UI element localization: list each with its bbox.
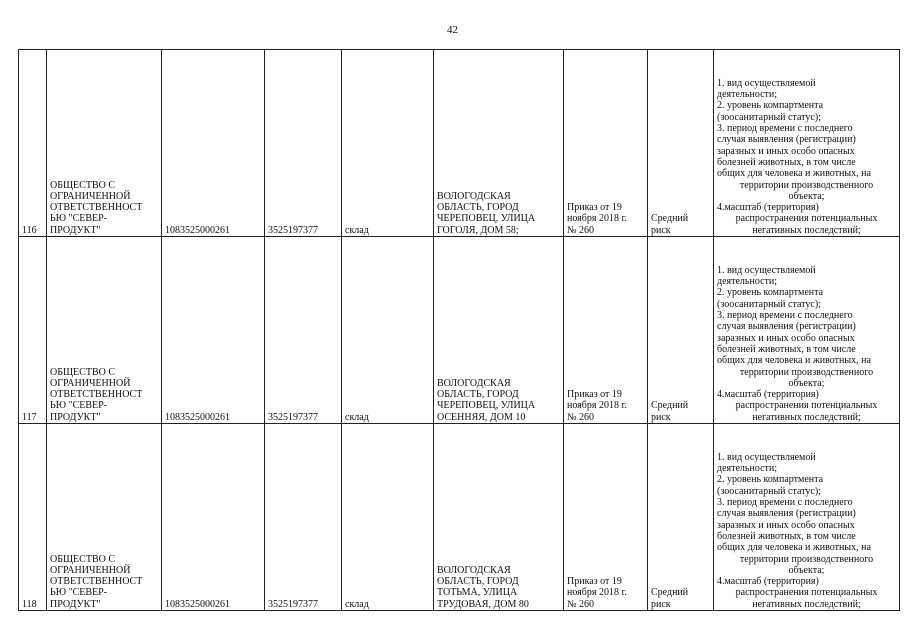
address	[434, 424, 564, 611]
address	[434, 50, 564, 237]
criteria-line: (зоосанитарный статус);	[717, 111, 821, 123]
registry-rows	[19, 50, 900, 611]
criteria-line: 2. уровень компартмента	[717, 474, 824, 486]
organization-name	[47, 237, 162, 424]
row-number: 116	[19, 50, 47, 237]
order-line: № 260	[567, 224, 595, 236]
risk-criteria	[714, 237, 900, 424]
order-line: Приказ от 19	[567, 202, 622, 214]
criteria-line: 3. период времени с последнего	[717, 123, 853, 135]
criteria-line: территории производственного	[739, 179, 874, 191]
table-row	[19, 237, 900, 424]
criteria-line: заразных и иных особо опасных	[717, 145, 855, 157]
risk-category	[648, 237, 714, 424]
criteria-line: 1. вид осуществляемой	[717, 77, 816, 89]
criteria-line: заразных и иных особо опасных	[717, 332, 855, 344]
order-line: № 260	[567, 598, 595, 610]
organization-name-line: ОГРАНИЧЕННОЙ	[50, 564, 131, 576]
address	[434, 237, 564, 424]
organization-name-line: ОТВЕТСТВЕННОСТ	[50, 576, 143, 588]
criteria-line: (зоосанитарный статус);	[717, 298, 821, 310]
order-reference	[564, 237, 648, 424]
risk-line: Средний	[651, 587, 689, 599]
ogrn: 1083525000261	[162, 424, 265, 611]
criteria-line: 4.масштаб (территория)	[717, 389, 819, 401]
criteria-line: болезней животных, в том числе	[717, 530, 856, 542]
risk-line: Средний	[651, 213, 689, 225]
criteria-line: болезней животных, в том числе	[717, 343, 856, 355]
address-line: ОБЛАСТЬ, ГОРОД	[437, 576, 519, 588]
risk-line: риск	[651, 598, 671, 610]
criteria-line: 3. период времени с последнего	[717, 310, 853, 322]
criteria-line: 2. уровень компартмента	[717, 287, 824, 299]
criteria-line: территории производственного	[739, 366, 874, 378]
organization-name-line: ЬЮ "СЕВЕР-	[50, 213, 108, 225]
row-number: 117	[19, 237, 47, 424]
address-line: ТРУДОВАЯ, ДОМ 80	[437, 598, 529, 610]
criteria-line: негативных последствий;	[752, 411, 861, 423]
organization-name-line: ОБЩЕСТВО С	[50, 179, 115, 191]
risk-category	[648, 50, 714, 237]
criteria-line: негативных последствий;	[752, 598, 861, 610]
criteria-line: 1. вид осуществляемой	[717, 264, 816, 276]
criteria-line: общих для человека и животных, на	[717, 355, 871, 367]
order-line: ноября 2018 г.	[567, 400, 627, 412]
order-line: ноября 2018 г.	[567, 213, 627, 225]
address-line: ТОТЬМА, УЛИЦА	[437, 587, 518, 599]
organization-name-line: ЬЮ "СЕВЕР-	[50, 400, 108, 412]
criteria-line: 4.масштаб (территория)	[717, 576, 819, 588]
organization-name-line: ЬЮ "СЕВЕР-	[50, 587, 108, 599]
address-line: ВОЛОГОДСКАЯ	[437, 564, 511, 576]
criteria-line: негативных последствий;	[752, 224, 861, 236]
address-line: ЧЕРЕПОВЕЦ, УЛИЦА	[437, 400, 536, 412]
object-type: склад	[342, 50, 434, 237]
table-row	[19, 424, 900, 611]
risk-category	[648, 424, 714, 611]
address-line: ОБЛАСТЬ, ГОРОД	[437, 389, 519, 401]
order-reference	[564, 424, 648, 611]
risk-line: риск	[651, 411, 671, 423]
criteria-line: распространения потенциальных	[735, 587, 878, 599]
risk-criteria	[714, 424, 900, 611]
criteria-line: объекта;	[788, 564, 825, 576]
address-line: ОСЕННЯЯ, ДОМ 10	[437, 411, 526, 423]
criteria-line: деятельности;	[717, 89, 778, 101]
organization-name-line: ОГРАНИЧЕННОЙ	[50, 377, 131, 389]
ogrn: 1083525000261	[162, 50, 265, 237]
object-type: склад	[342, 237, 434, 424]
organization-name	[47, 50, 162, 237]
criteria-line: 4.масштаб (территория)	[717, 202, 819, 214]
order-line: Приказ от 19	[567, 576, 622, 588]
inn: 3525197377	[265, 237, 342, 424]
order-line: № 260	[567, 411, 595, 423]
criteria-line: объекта;	[788, 377, 825, 389]
criteria-line: болезней животных, в том числе	[717, 156, 856, 168]
organization-name-line: ОБЩЕСТВО С	[50, 366, 115, 378]
order-line: Приказ от 19	[567, 389, 622, 401]
criteria-line: территории производственного	[739, 553, 874, 565]
criteria-line: распространения потенциальных	[735, 400, 878, 412]
table-row	[19, 50, 900, 237]
address-line: ЧЕРЕПОВЕЦ, УЛИЦА	[437, 213, 536, 225]
organization-name-line: ОТВЕТСТВЕННОСТ	[50, 202, 143, 214]
organization-name-line: ПРОДУКТ"	[50, 411, 101, 423]
criteria-line: (зоосанитарный статус);	[717, 485, 821, 497]
registry-table	[18, 49, 900, 611]
address-line: ГОГОЛЯ, ДОМ 58;	[437, 224, 519, 236]
address-line: ОБЛАСТЬ, ГОРОД	[437, 202, 519, 214]
inn: 3525197377	[265, 424, 342, 611]
criteria-line: общих для человека и животных, на	[717, 168, 871, 180]
organization-name-line: ОГРАНИЧЕННОЙ	[50, 190, 131, 202]
row-number: 118	[19, 424, 47, 611]
risk-line: риск	[651, 224, 671, 236]
organization-name	[47, 424, 162, 611]
criteria-line: заразных и иных особо опасных	[717, 519, 855, 531]
criteria-line: деятельности;	[717, 276, 778, 288]
organization-name-line: ОТВЕТСТВЕННОСТ	[50, 389, 143, 401]
organization-name-line: ПРОДУКТ"	[50, 598, 101, 610]
address-line: ВОЛОГОДСКАЯ	[437, 377, 511, 389]
criteria-line: случая выявления (регистрации)	[717, 134, 856, 146]
order-reference	[564, 50, 648, 237]
order-line: ноября 2018 г.	[567, 587, 627, 599]
criteria-line: деятельности;	[717, 463, 778, 475]
object-type: склад	[342, 424, 434, 611]
criteria-line: распространения потенциальных	[735, 213, 878, 225]
criteria-line: 3. период времени с последнего	[717, 497, 853, 509]
page-number: 42	[447, 24, 458, 36]
criteria-line: общих для человека и животных, на	[717, 542, 871, 554]
risk-criteria	[714, 50, 900, 237]
risk-line: Средний	[651, 400, 689, 412]
criteria-line: 1. вид осуществляемой	[717, 451, 816, 463]
ogrn: 1083525000261	[162, 237, 265, 424]
organization-name-line: ОБЩЕСТВО С	[50, 553, 115, 565]
organization-name-line: ПРОДУКТ"	[50, 224, 101, 236]
address-line: ВОЛОГОДСКАЯ	[437, 190, 511, 202]
inn: 3525197377	[265, 50, 342, 237]
criteria-line: объекта;	[788, 190, 825, 202]
criteria-line: случая выявления (регистрации)	[717, 508, 856, 520]
criteria-line: случая выявления (регистрации)	[717, 321, 856, 333]
criteria-line: 2. уровень компартмента	[717, 100, 824, 112]
